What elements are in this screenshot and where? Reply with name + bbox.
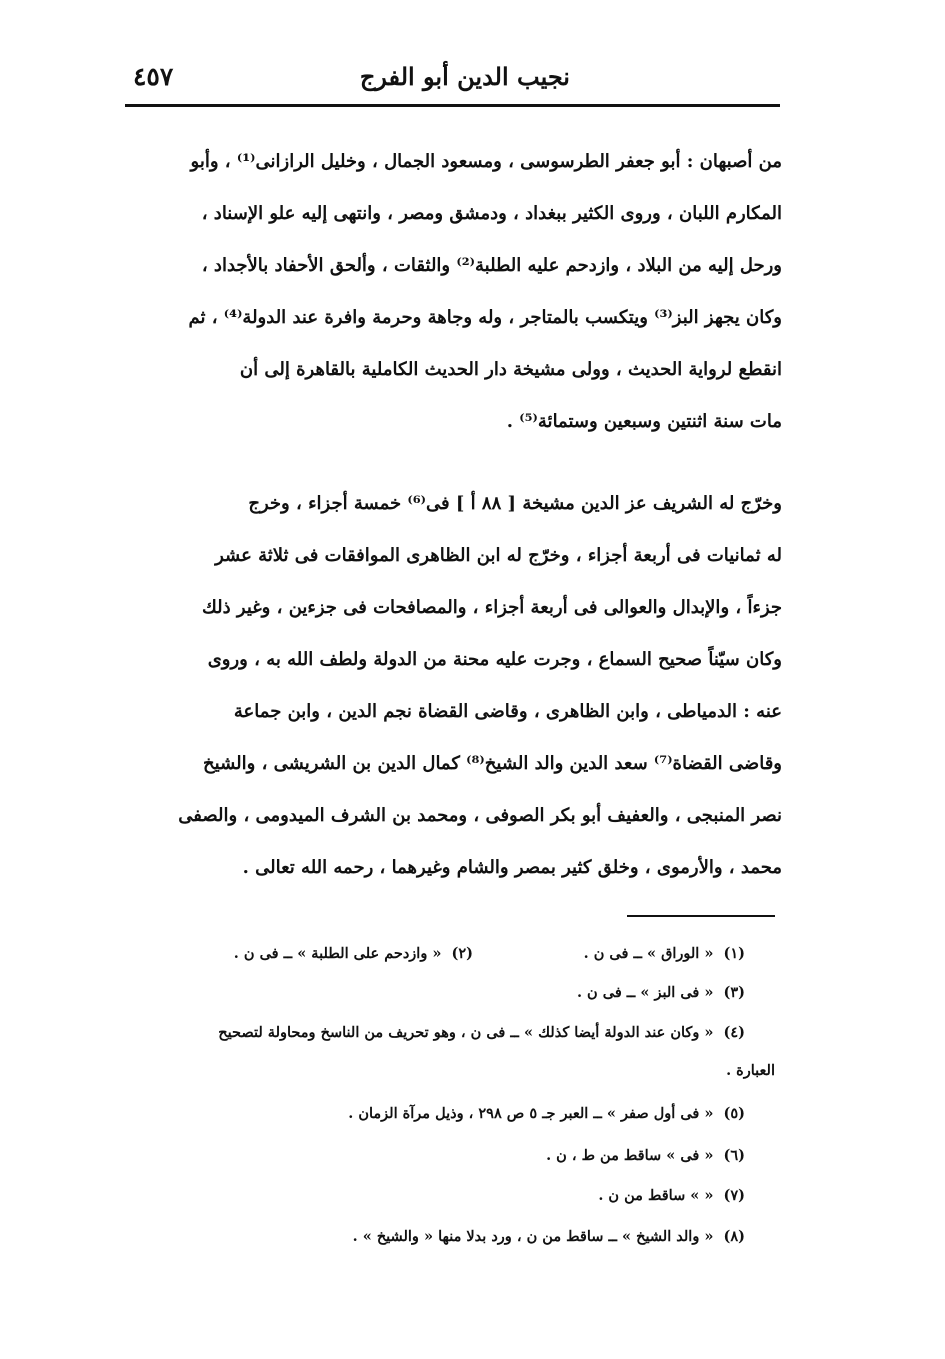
text-line: مات سنة اثنتين وسبعين وستمائة⁽⁵⁾ . — [506, 411, 782, 432]
header-rule — [125, 104, 780, 107]
footnote-7: (٧)« » ساقط من ن . — [598, 1187, 745, 1204]
footnote-1: (١)« الوراق » ــ فى ن . — [583, 945, 745, 962]
text-line: جزءاً ، والإبدال والعوالى فى أربعة أجزاء ، والمصافحات فى جزءين ، وغير ذلك — [201, 597, 782, 618]
text-line: محمد ، والأرموى ، وخلق كثير بمصر والشام وغيرهما ، رحمه الله تعالى . — [242, 857, 782, 878]
text-line: وكان يجهز البز⁽³⁾ ويتكسب بالمتاجر ، وله وجاهة وحرمة وافرة عند الدولة⁽⁴⁾ ، ثم — [188, 307, 782, 328]
text-line: المكارم اللبان ، وروى الكثير ببغداد ، ودمشق ومصر ، وانتهى إليه علو الإسناد ، — [201, 203, 782, 224]
footnote-3: (٣)« فى البز » ــ فى ن . — [576, 984, 745, 1001]
text-line: من أصبهان : أبو جعفر الطرسوسى ، ومسعود الجمال ، وخليل الرازانى⁽¹⁾ ، وأبو — [190, 151, 782, 172]
text-line: ورحل إليه من البلاد ، وازدحم عليه الطلبة⁽²⁾ والثقات ، وألحق الأحفاد بالأجداد ، — [201, 255, 782, 276]
footnote-6: (٦)« فى » ساقط من ط ، ن . — [546, 1147, 745, 1164]
paragraph-1 — [132, 136, 782, 448]
footnote-rule — [627, 915, 775, 917]
running-header — [125, 58, 775, 104]
footnote-4-continuation: العبارة . — [726, 1062, 775, 1079]
text-line: وقاضى القضاة⁽⁷⁾ سعد الدين والد الشيخ⁽⁸⁾ كمال الدين بن الشريشى ، والشيخ — [203, 753, 782, 774]
text-line: له ثمانيات فى أربعة أجزاء ، وخرّج له ابن الظاهرى الموافقات فى ثلاثة عشر — [215, 545, 782, 566]
footnote-5: (٥)« فى أول صفر » ــ العبر جـ ٥ ص ٢٩٨ ، وذيل مرآة الزمان . — [348, 1105, 745, 1122]
paragraph-2 — [132, 478, 782, 894]
text-line: انقطع لرواية الحديث ، وولى مشيخة دار الحديث الكاملية بالقاهرة إلى أن — [239, 359, 782, 380]
running-title: نجيب الدين أبو الفرج — [359, 62, 570, 91]
page-number: ٤٥٧ — [133, 62, 174, 91]
text-line: نصر المنبجى ، والعفيف أبو بكر الصوفى ، ومحمد بن الشرف الميدومى ، والصفى — [178, 805, 782, 826]
text-line: وخرّج له الشريف عز الدين مشيخة [ ٨٨ أ ] فى⁽⁶⁾ خمسة أجزاء ، وخرج — [248, 493, 782, 514]
footnote-2: (٢)« وازدحم على الطلبة » ــ فى ن . — [233, 945, 473, 962]
footnote-4: (٤)« وكان عند الدولة أيضا كذلك » ــ فى ن ، وهو تحريف من الناسخ ومحاولة لتصحيح — [218, 1024, 745, 1041]
footnote-8: (٨)« والد الشيخ » ــ ساقط من ن ، ورد بدلا منها « والشيخ » . — [352, 1228, 745, 1245]
text-line: عنه : الدمياطى ، وابن الظاهرى ، وقاضى القضاة نجم الدين ، وابن جماعة — [233, 701, 782, 722]
text-line: وكان سيّناً صحيح السماع ، وجرت عليه محنة من الدولة ولطف الله به ، وروى — [207, 649, 782, 670]
